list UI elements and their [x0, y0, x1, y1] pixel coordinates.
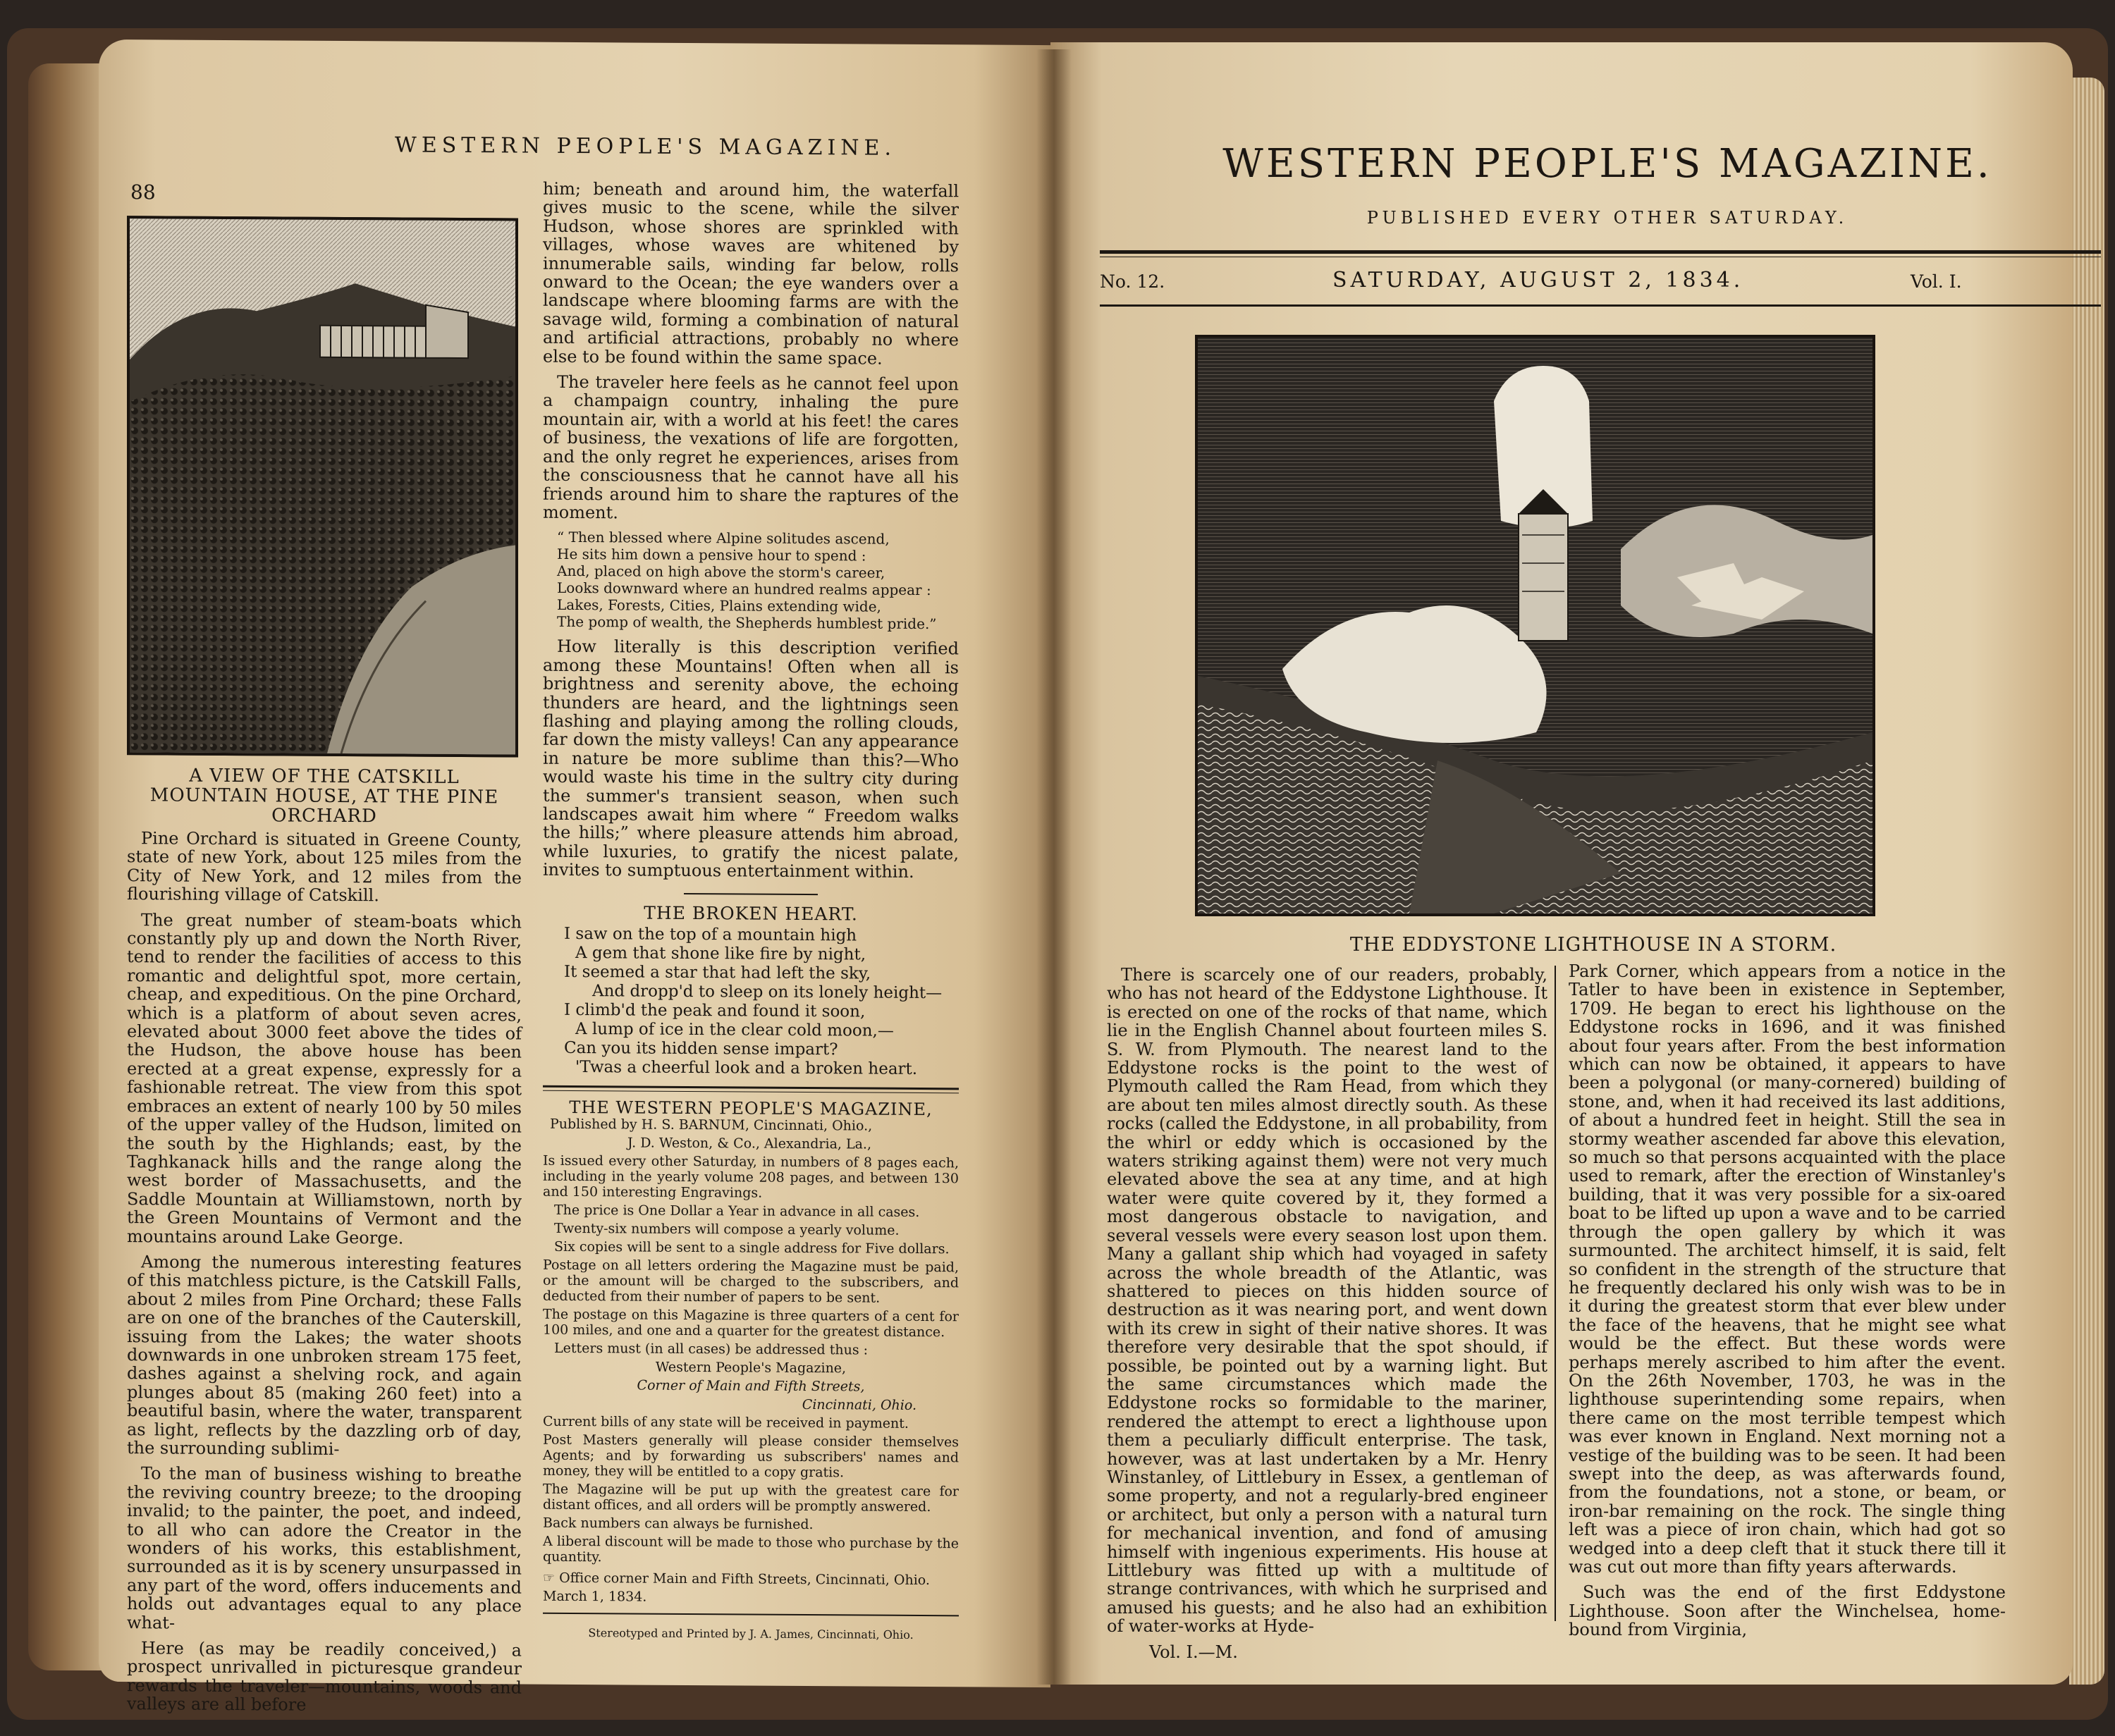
masthead: WESTERN PEOPLE'S MAGAZINE.: [1222, 141, 1992, 187]
column-divider: [1555, 966, 1556, 1621]
paragraph: Pine Orchard is situated in Greene County, state of new York, about 125 miles from the City of New York, and 12 miles from the flourishing village of Catskill.: [127, 828, 522, 906]
address-line: Corner of Main and Fifth Streets,: [637, 1377, 865, 1395]
right-page: [1050, 42, 2073, 1685]
issue-number: No. 12.: [1100, 271, 1165, 292]
quote-line: And, placed on high above the storm's career,: [557, 562, 885, 582]
notice-line: The Magazine will be put up with the greatest care for distant offices, and all orders will be promptly answered.: [543, 1482, 959, 1515]
notice-line: The postage on this Magazine is three quarters of a cent for 100 miles, and one and a quarter for the greatest distance.: [543, 1307, 959, 1341]
left-column-1: [127, 829, 522, 1723]
poem-line: A lump of ice in the clear cold moon,—: [575, 1020, 894, 1040]
running-head: WESTERN PEOPLE'S MAGAZINE.: [395, 133, 896, 161]
notice-line: Current bills of any state will be received in payment.: [543, 1414, 909, 1432]
right-column-2: [1569, 962, 2006, 1646]
notice-line: A liberal discount will be made to those who purchase by the quantity.: [543, 1534, 959, 1565]
paragraph: Among the numerous interesting features of this matchless picture, is the Catskill Falls, about 2 miles from Pine Orchard; these Falls are on one of the branches of the Cauterskill, issuing from the Lakes; the water shoots downwards in one unbroken stream 175 feet, dashes against a shelving rock, and again plunges about 85 (making 260 feet) into a beautiful basin, where the water, transparent as light, reflects by the dazzling orb of day, the surrounding sublimi-: [127, 1252, 522, 1459]
address-line: Western People's Magazine,: [655, 1360, 847, 1377]
signature-mark: Vol. I.—M.: [1149, 1642, 1238, 1662]
notice-line: Is issued every other Saturday, in numbers of 8 pages each, including in the yearly volume 208 pages, and between 130 and 150 interesting Engravings.: [543, 1153, 959, 1202]
notice-office: [543, 1570, 959, 1589]
poem-line: I saw on the top of a mountain high: [564, 924, 857, 945]
notice-line: Back numbers can always be furnished.: [543, 1515, 814, 1533]
paragraph: Park Corner, which appears from a notice in the Tatler to have been in existence in September, 1709. He began to erect his lighthouse on the Eddystone rocks in 1696, and it was finished about four years after. From the best information which can now be obtained, it appears to have been a polygonal (or many-cornered) building of stone, and, when it had received its last additions, of about a hundred feet in height. Still the sea in stormy weather ascended far above this elevation, so much so that persons acquainted with the place used to remark, after the erection of Winstanley's building, that it was very possible for a six-oared boat to be lifted up upon a wave and to be carried through the open gallery by which it was surmounted. The architect himself, it is said, felt so confident in the strength of the structure that he frequently declared his only wish was to be in it during the greatest storm that ever blew under the face of the heavens, that he might see what would be the effect. But these words were perhaps merely ascribed to him after the event. On the 26th November, 1703, he was in the lighthouse superintending some repairs, when there came on the most terrible tempest which was ever known in England. Next morning not a vestige of the building was to be seen. It had been swept into the deep, as was afterwards found, from the foundations, not a stone, or beam, or iron-bar remaining on the rock. The single thing left was a piece of iron chain, which had got so wedged into a deep cleft that it stuck there till it was cut out more than fifty years afterwards.: [1569, 961, 2006, 1577]
sub-masthead: PUBLISHED EVERY OTHER SATURDAY.: [1366, 208, 1849, 228]
poem-title: THE BROKEN HEART.: [644, 902, 858, 925]
notice-line: Post Masters generally will please consider themselves Agents; and by forwarding us subscribers' names and money, they will be entitled to a copy gratis.: [543, 1432, 959, 1481]
poem-line: I climb'd the peak and found it soon,: [564, 1000, 866, 1021]
volume-number: Vol. I.: [1911, 271, 1962, 292]
poem-line: A gem that shone like fire by night,: [575, 944, 866, 964]
quote-line: “ Then blessed where Alpine solitudes ascend,: [557, 529, 890, 548]
publisher-line: J. D. Weston, & Co., Alexandria, La.,: [627, 1135, 872, 1152]
poem-line: It seemed a star that had left the sky,: [564, 962, 871, 983]
eddystone-caption: THE EDDYSTONE LIGHTHOUSE IN A STORM.: [1349, 934, 1837, 956]
paragraph: How literally is this description verified among these Mountains! Often when all is brightness and serenity above, the echoing thunders are heard, and the lightnings seen flashing and playing among the rolling clouds, far down the misty valleys! Can any appearance in nature be more sublime than this?—Who would waste his time in the sultry city during the summer's transient season, when such landscapes await him where “ Freedom walks the hills;” where pleasure attends him abroad, while luxuries, to gratify the nicest palate, invites to sumptuous entertainment within.: [543, 636, 959, 882]
catskill-mountain-house-illustration: [130, 218, 515, 754]
paragraph: The traveler here feels as he cannot feel upon a champaign country, inhaling the pure mountain air, with a world at his feet! the cares of business, the vexations of life are forgotten, and the only regret he experiences, arises from the consciousness that he cannot have all his friends around him to share the raptures of the moment.: [543, 371, 959, 523]
catskill-caption: A VIEW OF THE CATSKILL MOUNTAIN HOUSE, AT THE PINE ORCHARD: [149, 765, 499, 827]
poem-line: And dropp'd to sleep on its lonely height—: [592, 982, 943, 1003]
publisher-line: Published by H. S. BARNUM, Cincinnati, Ohio.,: [550, 1116, 873, 1134]
left-page: [99, 39, 1050, 1715]
paragraph: The great number of steam-boats which constantly ply up and down the North River, tend to render the facilities of access to this romantic and delightful spot, more certain, cheap, and expeditious. On the pine Orchard, which is a platform of about seven acres, elevated about 3000 feet above the tides of the Hudson, the above house has been erected at a great expense, expressly for a fashionable retreat. The view from this spot embraces an extent of nearly 100 by 50 miles of the upper valley of the Hudson, limited on the south by the Highlands; east, by the Taghkanack hills and the range along the west border of Massachusetts, and the Saddle Mountain at Williamstown, north by the Green Mountains of Vermont and the mountains around Lake George.: [127, 909, 522, 1248]
poem-line: 'Twas a cheerful look and a broken heart.: [575, 1058, 918, 1078]
divider: [1100, 304, 2101, 307]
page-edges-right: [2069, 78, 2104, 1685]
printer-imprint: Stereotyped and Printed by J. A. James, Cincinnati, Ohio.: [588, 1626, 914, 1642]
quote-line: He sits him down a pensive hour to spend :: [557, 546, 866, 565]
notice-line: Letters must (in all cases) be addressed thus :: [554, 1341, 869, 1358]
divider: [543, 1085, 959, 1090]
eddystone-lighthouse-illustration: [1198, 338, 1872, 913]
paragraph: Here (as may be readily conceived,) a prospect unrivalled in picturesque grandeur rewards the traveler—mountains, woods and valleys are all before: [127, 1638, 522, 1715]
pointing-hand-icon: ☞: [543, 1570, 556, 1587]
book-cover-left-edge: [28, 63, 106, 1670]
page-number: 88: [130, 180, 156, 204]
left-column-2: [543, 180, 959, 1645]
notice-line: Postage on all letters ordering the Magazine must be paid, or the amount will be charged to the subscribers, and deducted from their number of papers to be sent.: [543, 1257, 959, 1307]
quote-line: Lakes, Forests, Cities, Plains extending wide,: [557, 596, 881, 615]
divider: [543, 1613, 959, 1617]
issue-date: SATURDAY, AUGUST 2, 1834.: [1332, 268, 1744, 293]
eddystone-engraving: [1195, 335, 1875, 916]
paragraph: him; beneath and around him, the waterfall gives music to the scene, while the silver Hudson, whose shores are sprinkled with villages, whose waves are whitened by innumerable sails, winding far below, rolls onward to the Ocean; the eye wanders over a landscape where blooming farms are with the savage wild, forming a combination of natural and artificial attractions, probably no where else to be found within the same space.: [543, 178, 959, 369]
office-text: Office corner Main and Fifth Streets, Cincinnati, Ohio.: [559, 1570, 930, 1589]
right-column-1: [1107, 966, 1547, 1668]
notice-title: THE WESTERN PEOPLE'S MAGAZINE,: [569, 1097, 933, 1120]
alpine-quote: [557, 529, 959, 632]
poem-line: Can you its hidden sense impart?: [564, 1038, 838, 1059]
address-line: Cincinnati, Ohio.: [802, 1397, 916, 1414]
catskill-engraving: [127, 216, 518, 757]
divider: [543, 1090, 959, 1094]
quote-line: The pomp of wealth, the Shepherds humblest pride.”: [557, 613, 937, 633]
notice-line: The price is One Dollar a Year in advance in all cases.: [554, 1202, 920, 1221]
divider: [684, 893, 818, 895]
notice-line: Six copies will be sent to a single address for Five dollars.: [554, 1239, 950, 1257]
subscription-notice: [543, 1116, 959, 1607]
paragraph: Such was the end of the first Eddystone Lighthouse. Soon after the Winchelsea, home-bound from Virginia,: [1569, 1582, 2006, 1640]
paragraph: To the man of business wishing to breathe the reviving country breeze; to the drooping invalid; to the painter, the poet, and indeed, to all who can adore the Creator in the wonders of his works, this establishment, surrounded as it is by scenery unsurpassed in any part of the word, offers inducements and holds out advantages equal to any place what-: [127, 1463, 522, 1633]
notice-date: March 1, 1834.: [543, 1589, 647, 1606]
quote-line: Looks downward where an hundred realms appear :: [557, 579, 931, 599]
notice-line: Twenty-six numbers will compose a yearly volume.: [554, 1221, 900, 1239]
divider: [1100, 250, 2101, 254]
book-gutter: [1036, 49, 1072, 1685]
open-book: [7, 28, 2108, 1720]
poem: [564, 925, 959, 1079]
paragraph: There is scarcely one of our readers, probably, who has not heard of the Eddystone Lighthouse. It is erected on one of the rocks of that name, which lie in the English Channel about fourteen miles S. S. W. from Plymouth. The nearest land to the Eddystone rocks is the point to the west of Plymouth called the Ram Head, from which they are about ten miles almost directly south. As these rocks (called the Eddystone, in all probability, from the whirl or eddy which is occasioned by the waters striking against them) were not very much elevated above the sea at any time, and at high water were quite covered by it, they formed a most dangerous obstacle to navigation, and several vessels were every season lost upon them. Many a gallant ship which had voyaged in safety across the whole breadth of the Atlantic, was shattered to pieces on this hidden source of destruction as it was nearing port, and went down with its crew in sight of their native shores. It was therefore very desirable that the spot should, if possible, be pointed out by a warning light. But the same circumstances which made the Eddystone rocks so formidable to the mariner, rendered the attempt to erect a lighthouse upon them a peculiarly difficult enterprise. The task, however, was at last undertaken by a Mr. Henry Winstanley, of Littlebury in Essex, a gentleman of some property, and not a regularly-bred engineer or architect, but only a person with a natural turn for mechanical invention, and fond of amusing himself with ingenious experiments. His house at Littlebury was fitted up with a multitude of strange contrivances, with which he surprised and amused his guests; and he also had an exhibition of water-works at Hyde-: [1107, 965, 1547, 1637]
